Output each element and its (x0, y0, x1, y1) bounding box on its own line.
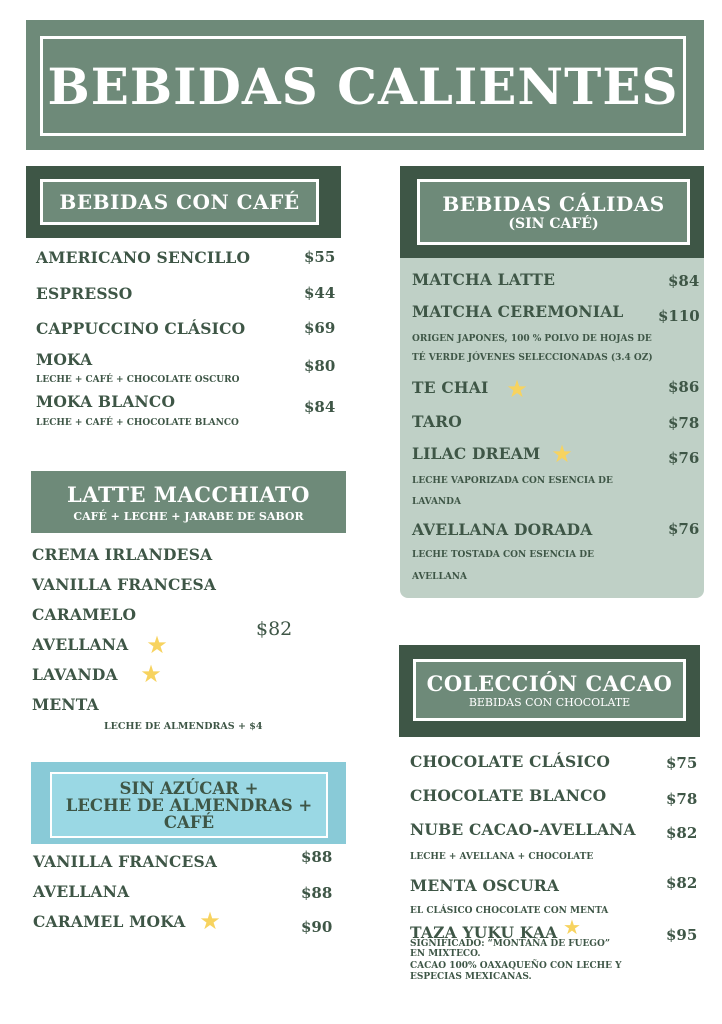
star-icon: ★ (506, 375, 528, 403)
con-cafe-title: BEBIDAS CON CAFÉ (59, 190, 300, 214)
menu-item-desc: TÉ VERDE JÓVENES SELECCIONADAS (3.4 OZ) (412, 353, 653, 363)
menu-item-price: $84 (668, 272, 700, 290)
menu-item-price: $84 (304, 398, 336, 416)
menu-item-price: $95 (666, 926, 698, 944)
menu-item-name: MATCHA CEREMONIAL (412, 302, 624, 321)
calidas-header (400, 166, 704, 258)
menu-item-name: ESPRESSO (36, 284, 133, 303)
menu-item-desc: EN MIXTECO. (410, 949, 481, 959)
menu-item-name: VANILLA FRANCESA (33, 852, 218, 871)
menu-item-desc: AVELLANA (412, 572, 468, 582)
cacao-subtitle: BEBIDAS CON CHOCOLATE (468, 696, 631, 709)
menu-item-name: MATCHA LATTE (412, 270, 556, 289)
latte-price: $82 (256, 618, 293, 640)
menu-item-price: $75 (666, 754, 698, 772)
menu-item-name: CHOCOLATE CLÁSICO (410, 752, 611, 771)
menu-item-desc: LAVANDA (412, 497, 461, 507)
calidas-title: BEBIDAS CÁLIDAS (442, 192, 665, 216)
sin-azucar-header (31, 762, 346, 844)
menu-item-price: $55 (304, 248, 336, 266)
flavor-item: AVELLANA (32, 635, 129, 654)
sin-azucar-title-line: CAFÉ (163, 812, 215, 832)
star-icon: ★ (563, 915, 581, 939)
menu-item-desc: ESPECIAS MEXICANAS. (410, 972, 532, 982)
flavor-item: MENTA (32, 695, 99, 714)
menu-item-name: MENTA OSCURA (410, 876, 560, 895)
menu-item-name: TE CHAI (412, 378, 489, 397)
calidas-header-frame (417, 179, 690, 245)
menu-item-desc: LECHE + AVELLANA + CHOCOLATE (410, 852, 594, 862)
menu-item-name: MOKA BLANCO (36, 392, 176, 411)
flavor-item: CREMA IRLANDESA (32, 545, 213, 564)
menu-item-price: $78 (666, 790, 698, 808)
menu-item-name: NUBE CACAO-AVELLANA (410, 820, 636, 839)
star-icon: ★ (551, 440, 573, 468)
menu-item-desc: LECHE VAPORIZADA CON ESENCIA DE (412, 476, 613, 486)
menu-item-name: TAZA YUKU KAA (410, 923, 558, 942)
cacao-title: COLECCIÓN CACAO (426, 671, 673, 696)
flavor-item: CARAMELO (32, 605, 137, 624)
con-cafe-header-frame (40, 179, 319, 225)
sin-azucar-title-line: LECHE DE ALMENDRAS + (65, 795, 313, 815)
main-header-frame (40, 36, 686, 136)
menu-item-price: $76 (668, 520, 700, 538)
menu-item-name: CAPPUCCINO CLÁSICO (36, 319, 246, 338)
page-title: BEBIDAS CALIENTES (47, 56, 679, 116)
menu-item-name: AVELLANA (33, 882, 130, 901)
menu-item-desc: CACAO 100% OAXAQUEÑO CON LECHE Y (410, 961, 622, 971)
cacao-header (399, 645, 700, 737)
sin-azucar-header-frame (50, 772, 328, 838)
menu-item-desc: LECHE + CAFÉ + CHOCOLATE OSCURO (36, 375, 240, 385)
menu-item-price: $82 (666, 824, 698, 842)
con-cafe-header (26, 166, 341, 238)
menu-item-desc: LECHE + CAFÉ + CHOCOLATE BLANCO (36, 418, 239, 428)
flavor-item: VANILLA FRANCESA (32, 575, 217, 594)
main-header (26, 20, 704, 150)
menu-item-desc: SIGNIFICADO: “MONTAÑA DE FUEGO” (410, 939, 611, 949)
menu-item-price: $86 (668, 378, 700, 396)
menu-item-name: AMERICANO SENCILLO (36, 248, 251, 267)
menu-item-name: TARO (412, 412, 462, 431)
menu-item-desc: ORIGEN JAPONES, 100 % POLVO DE HOJAS DE (412, 334, 652, 344)
star-icon: ★ (199, 907, 221, 935)
menu-item-price: $90 (301, 918, 333, 936)
latte-subtitle: CAFÉ + LECHE + JARABE DE SABOR (73, 509, 304, 523)
menu-item-price: $44 (304, 284, 336, 302)
menu-item-price: $110 (658, 307, 700, 325)
cacao-header-frame (413, 659, 686, 721)
calidas-subtitle: (SIN CAFÉ) (508, 216, 599, 232)
menu-item-name: MOKA (36, 350, 93, 369)
latte-header (31, 471, 346, 533)
menu-item-price: $88 (301, 884, 333, 902)
menu-item-price: $69 (304, 319, 336, 337)
sin-azucar-title-line: SIN AZÚCAR + (119, 778, 259, 798)
star-icon: ★ (140, 660, 162, 688)
menu-item-desc: LECHE TOSTADA CON ESENCIA DE (412, 550, 594, 560)
menu-item-price: $88 (301, 848, 333, 866)
menu-item-name: AVELLANA DORADA (412, 520, 593, 539)
menu-item-name: CHOCOLATE BLANCO (410, 786, 607, 805)
menu-item-price: $82 (666, 874, 698, 892)
menu-item-name: CARAMEL MOKA (33, 912, 186, 931)
menu-item-name: LILAC DREAM (412, 444, 541, 463)
menu-item-price: $78 (668, 414, 700, 432)
latte-title: LATTE MACCHIATO (67, 481, 310, 507)
latte-note: LECHE DE ALMENDRAS + $4 (104, 721, 263, 732)
flavor-item: LAVANDA (32, 665, 118, 684)
menu-item-price: $76 (668, 449, 700, 467)
star-icon: ★ (146, 631, 168, 659)
menu-item-desc: EL CLÁSICO CHOCOLATE CON MENTA (410, 906, 609, 916)
menu-item-price: $80 (304, 357, 336, 375)
